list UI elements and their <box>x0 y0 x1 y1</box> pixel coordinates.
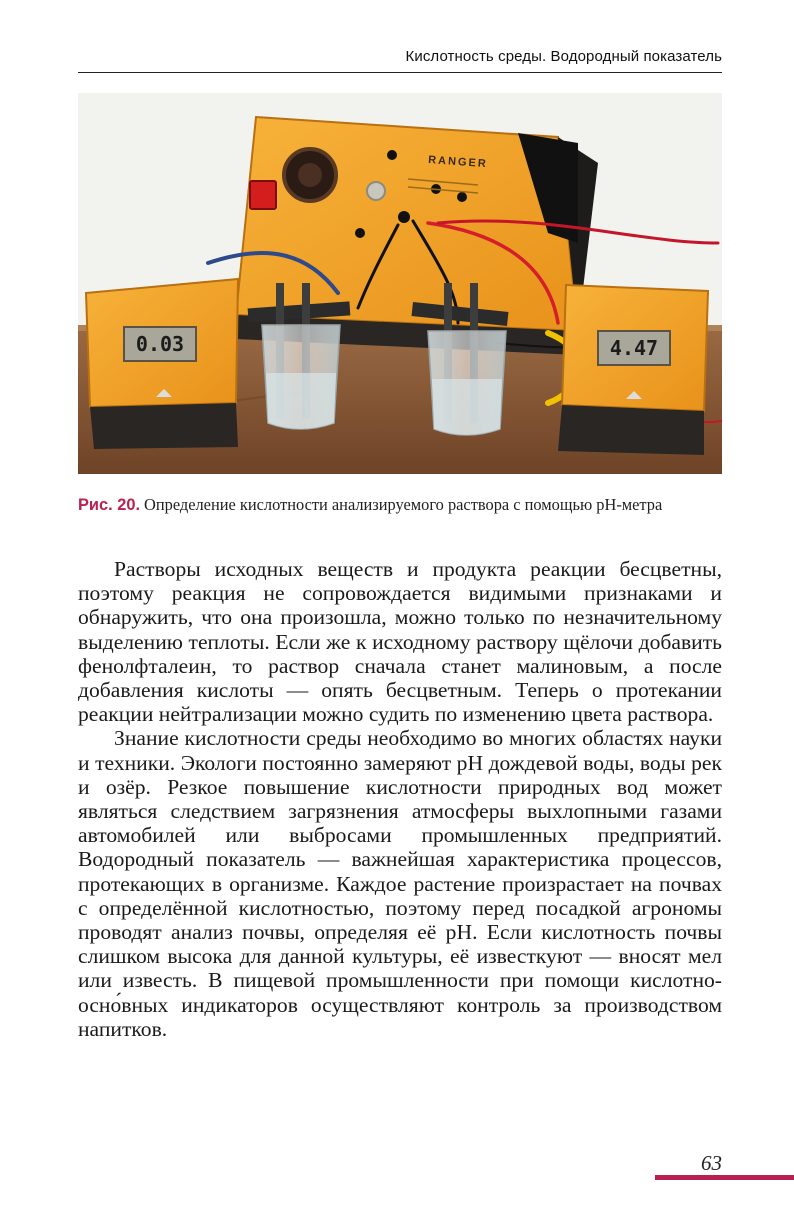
caption-label: Рис. 20. <box>78 496 141 514</box>
right-meter-reading: 4.47 <box>609 336 659 360</box>
figure-photo <box>78 93 722 474</box>
page-number-bar <box>655 1175 794 1180</box>
page-number: 63 <box>701 1151 722 1175</box>
right-ph-meter <box>558 285 708 455</box>
figure-caption <box>78 494 678 516</box>
device-brand-label: RANGER <box>427 154 489 171</box>
body-text <box>78 557 722 1041</box>
left-ph-meter <box>86 279 238 449</box>
running-header: Кислотность среды. Водородный показатель <box>405 48 722 65</box>
caption-text: Определение кислотности анализируемого раствора с помощью рН-метра <box>144 495 663 514</box>
left-meter-reading: 0.03 <box>135 332 185 356</box>
paragraph: Растворы исходных веществ и продукта реакции бесцветны, поэтому реакция не сопровождается видимыми признаками и обнаружить, что она произошла, можно только по незначительному выделению теплоты. Если же к исходному раствору щёлочи добавить фенолфталеин, то раствор сначала станет малиновым, а после добавления кислоты — опять бесцветным. Теперь о протекании реакции нейтрализации можно судить по изменению цвета раствора. <box>78 557 722 727</box>
power-switch <box>250 181 276 209</box>
paragraph: Знание кислотности среды необходимо во многих областях науки и техники. Экологи постоянно замеряют pH дождевой воды, воды рек и озёр. Резкое повышение кислотности природных вод может являться следствием загрязнения атмосферы выхлопными газами автомобилей или выбросами промышленных предприятий. Водородный показатель — важнейшая характеристика процессов, протекающих в организме. Каждое растение произрастает на почвах с определённой кислотностью, поэтому перед посадкой агрономы проводят анализ почвы, определяя её pH. Если кислотность почвы слишком высока для данной культуры, её известкуют — вносят мел или известь. В пищевой промышленности при помощи кислотно-осно́вных индикаторов осуществляют контроль за производством напитков. <box>78 726 722 1041</box>
header-rule <box>78 72 722 73</box>
